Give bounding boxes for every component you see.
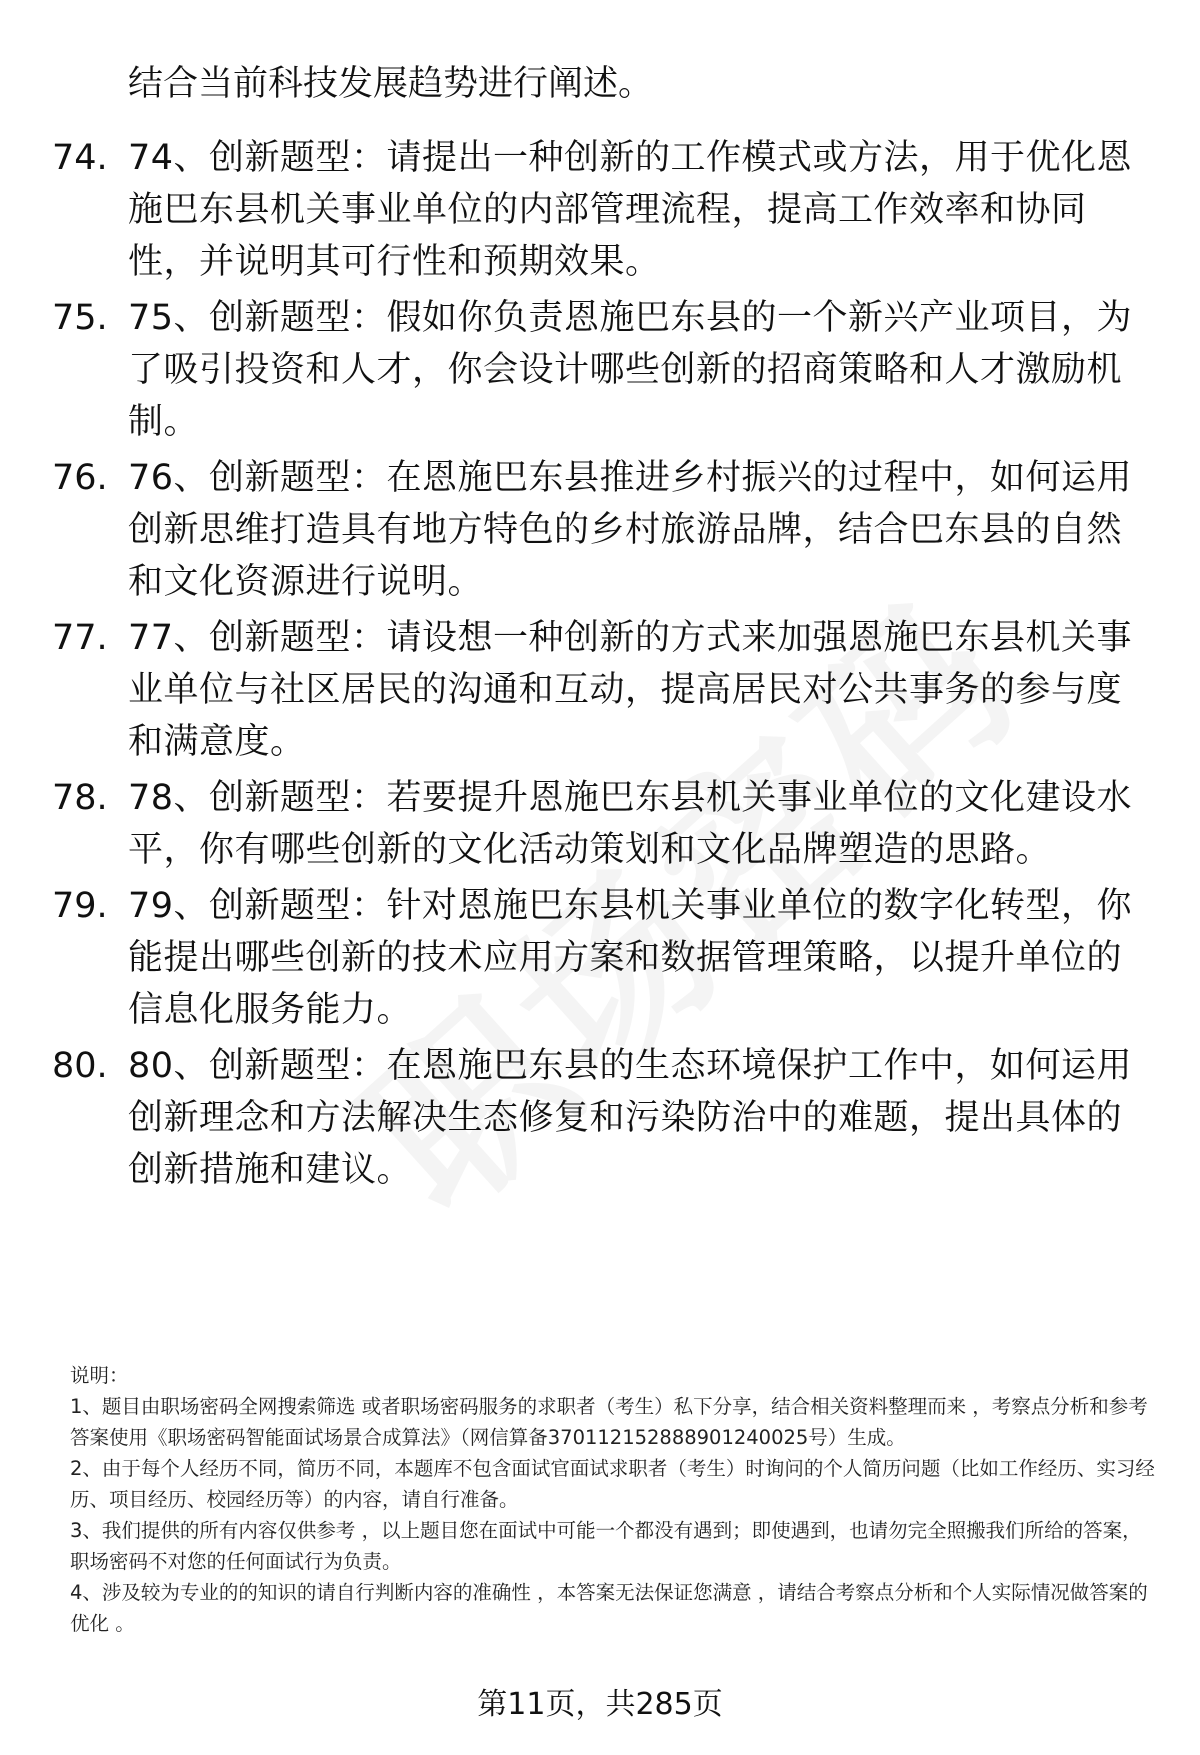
question-text: 80、创新题型：在恩施巴东县的生态环境保护工作中，如何运用创新理念和方法解决生态修复和污染防治中的难题，提出具体的创新措施和建议。: [128, 1046, 1133, 1190]
question-text: 77、创新题型：请设想一种创新的方式来加强恩施巴东县机关事业单位与社区居民的沟通和互动，提高居民对公共事务的参与度和满意度。: [128, 618, 1133, 762]
question-text: 79、创新题型：针对恩施巴东县机关事业单位的数字化转型，你能提出哪些创新的技术应用方案和数据管理策略，以提升单位的信息化服务能力。: [128, 886, 1133, 1030]
question-number: 74.: [52, 138, 108, 178]
page-number: 第11页，共285页: [477, 1687, 723, 1722]
notes-section: [70, 1360, 1155, 1639]
note-item: 2、由于每个人经历不同，简历不同，本题库不包含面试官面试求职者（考生）时询问的个人简历问题（比如工作经历、实习经历、项目经历、校园经历等）的内容，请自行准备。: [70, 1457, 1155, 1511]
question-number: 77.: [52, 618, 108, 658]
question-text: 76、创新题型：在恩施巴东县推进乡村振兴的过程中，如何运用创新思维打造具有地方特色的乡村旅游品牌，结合巴东县的自然和文化资源进行说明。: [128, 458, 1133, 602]
question-number: 79.: [52, 886, 108, 926]
note-item: 4、涉及较为专业的的知识的请自行判断内容的准确性 ，本答案无法保证您满意 ，请结合考察点分析和个人实际情况做答案的优化 。: [70, 1581, 1148, 1635]
note-item: 3、我们提供的所有内容仅供参考 ，以上题目您在面试中可能一个都没有遇到；即使遇到，也请勿完全照搬我们所给的答案，职场密码不对您的任何面试行为负责。: [70, 1519, 1142, 1573]
note-item: 1、题目由职场密码全网搜索筛选 或者职场密码服务的求职者（考生）私下分享，结合相关资料整理而来 ，考察点分析和参考答案使用《职场密码智能面试场景合成算法》（网信算备370112152888901240025号）生成。: [70, 1395, 1148, 1449]
question-number: 78.: [52, 778, 108, 818]
question-text: 74、创新题型：请提出一种创新的工作模式或方法，用于优化恩施巴东县机关事业单位的内部管理流程，提高工作效率和协同性，并说明其可行性和预期效果。: [128, 138, 1133, 282]
notes-title: 说明：: [70, 1364, 129, 1387]
question-number: 80.: [52, 1046, 108, 1086]
continued-question-text: 结合当前科技发展趋势进行阐述。: [128, 64, 654, 104]
question-text: 78、创新题型：若要提升恩施巴东县机关事业单位的文化建设水平，你有哪些创新的文化活动策划和文化品牌塑造的思路。: [128, 778, 1133, 870]
question-number: 75.: [52, 298, 108, 338]
question-number: 76.: [52, 458, 108, 498]
question-text: 75、创新题型：假如你负责恩施巴东县的一个新兴产业项目，为了吸引投资和人才，你会设计哪些创新的招商策略和人才激励机制。: [128, 298, 1133, 442]
